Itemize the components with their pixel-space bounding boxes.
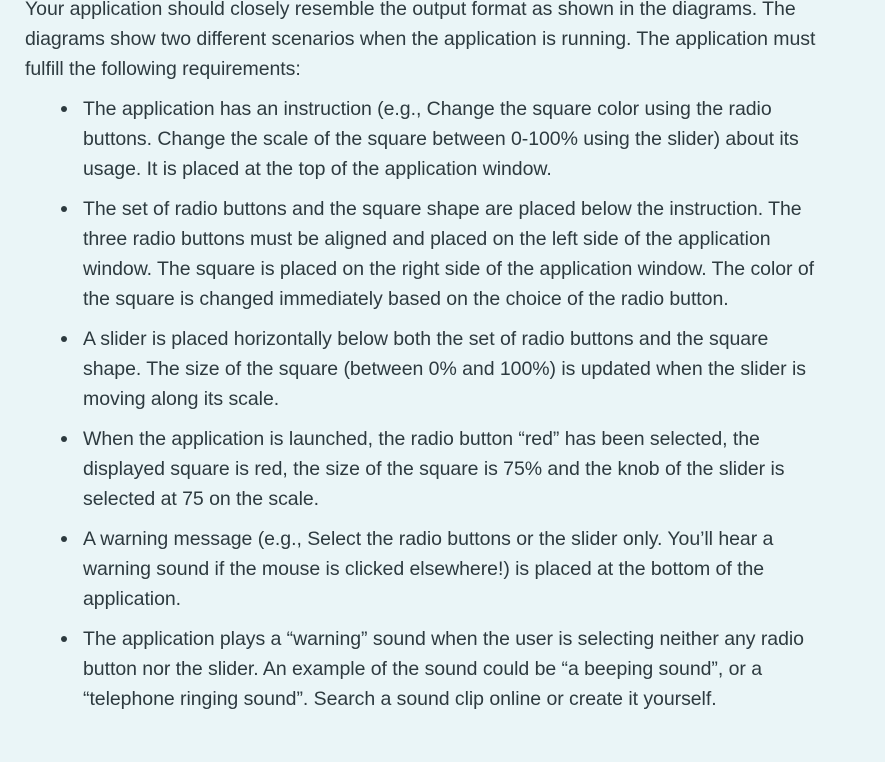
requirements-list bbox=[0, 94, 885, 724]
list-item bbox=[0, 624, 885, 714]
requirement-text: A slider is placed horizontally below both the set of radio buttons and the square shape. The size of the square (between 0% and 100%) is updated when the slider is moving along its scale. bbox=[83, 328, 806, 410]
bullet-icon bbox=[61, 436, 67, 442]
bullet-icon bbox=[61, 336, 67, 342]
list-item bbox=[0, 324, 885, 414]
list-item bbox=[0, 524, 885, 614]
bullet-icon bbox=[61, 536, 67, 542]
requirement-text: The application plays a “warning” sound when the user is selecting neither any radio button nor the slider. An example of the sound could be “a beeping sound”, or a “telephone ringing sound”. Search a sound clip online or create it yourself. bbox=[83, 628, 804, 710]
list-item bbox=[0, 94, 885, 184]
requirement-text: A warning message (e.g., Select the radio buttons or the slider only. You’ll hear a warning sound if the mouse is clicked elsewhere!) is placed at the bottom of the application. bbox=[83, 528, 774, 610]
bullet-icon bbox=[61, 636, 67, 642]
requirement-text: The set of radio buttons and the square shape are placed below the instruction. The three radio buttons must be aligned and placed on the left side of the application window. The square is placed on the right side of the application window. The color of the square is changed immediately based on the choice of the radio button. bbox=[83, 198, 815, 310]
requirement-text: When the application is launched, the radio button “red” has been selected, the displayed square is red, the size of the square is 75% and the knob of the slider is selected at 75 on the scale. bbox=[83, 428, 785, 510]
bullet-icon bbox=[61, 106, 67, 112]
intro-paragraph: Your application should closely resemble the output format as shown in the diagrams. The diagrams show two different scenarios when the application is running. The application must fulfill the following requirements: bbox=[25, 0, 816, 80]
bullet-icon bbox=[61, 206, 67, 212]
list-item bbox=[0, 194, 885, 314]
requirement-text: The application has an instruction (e.g., Change the square color using the radio buttons. Change the scale of the square between 0-100% using the slider) about its usage. It is placed at the top of the application window. bbox=[83, 98, 799, 180]
list-item bbox=[0, 424, 885, 514]
